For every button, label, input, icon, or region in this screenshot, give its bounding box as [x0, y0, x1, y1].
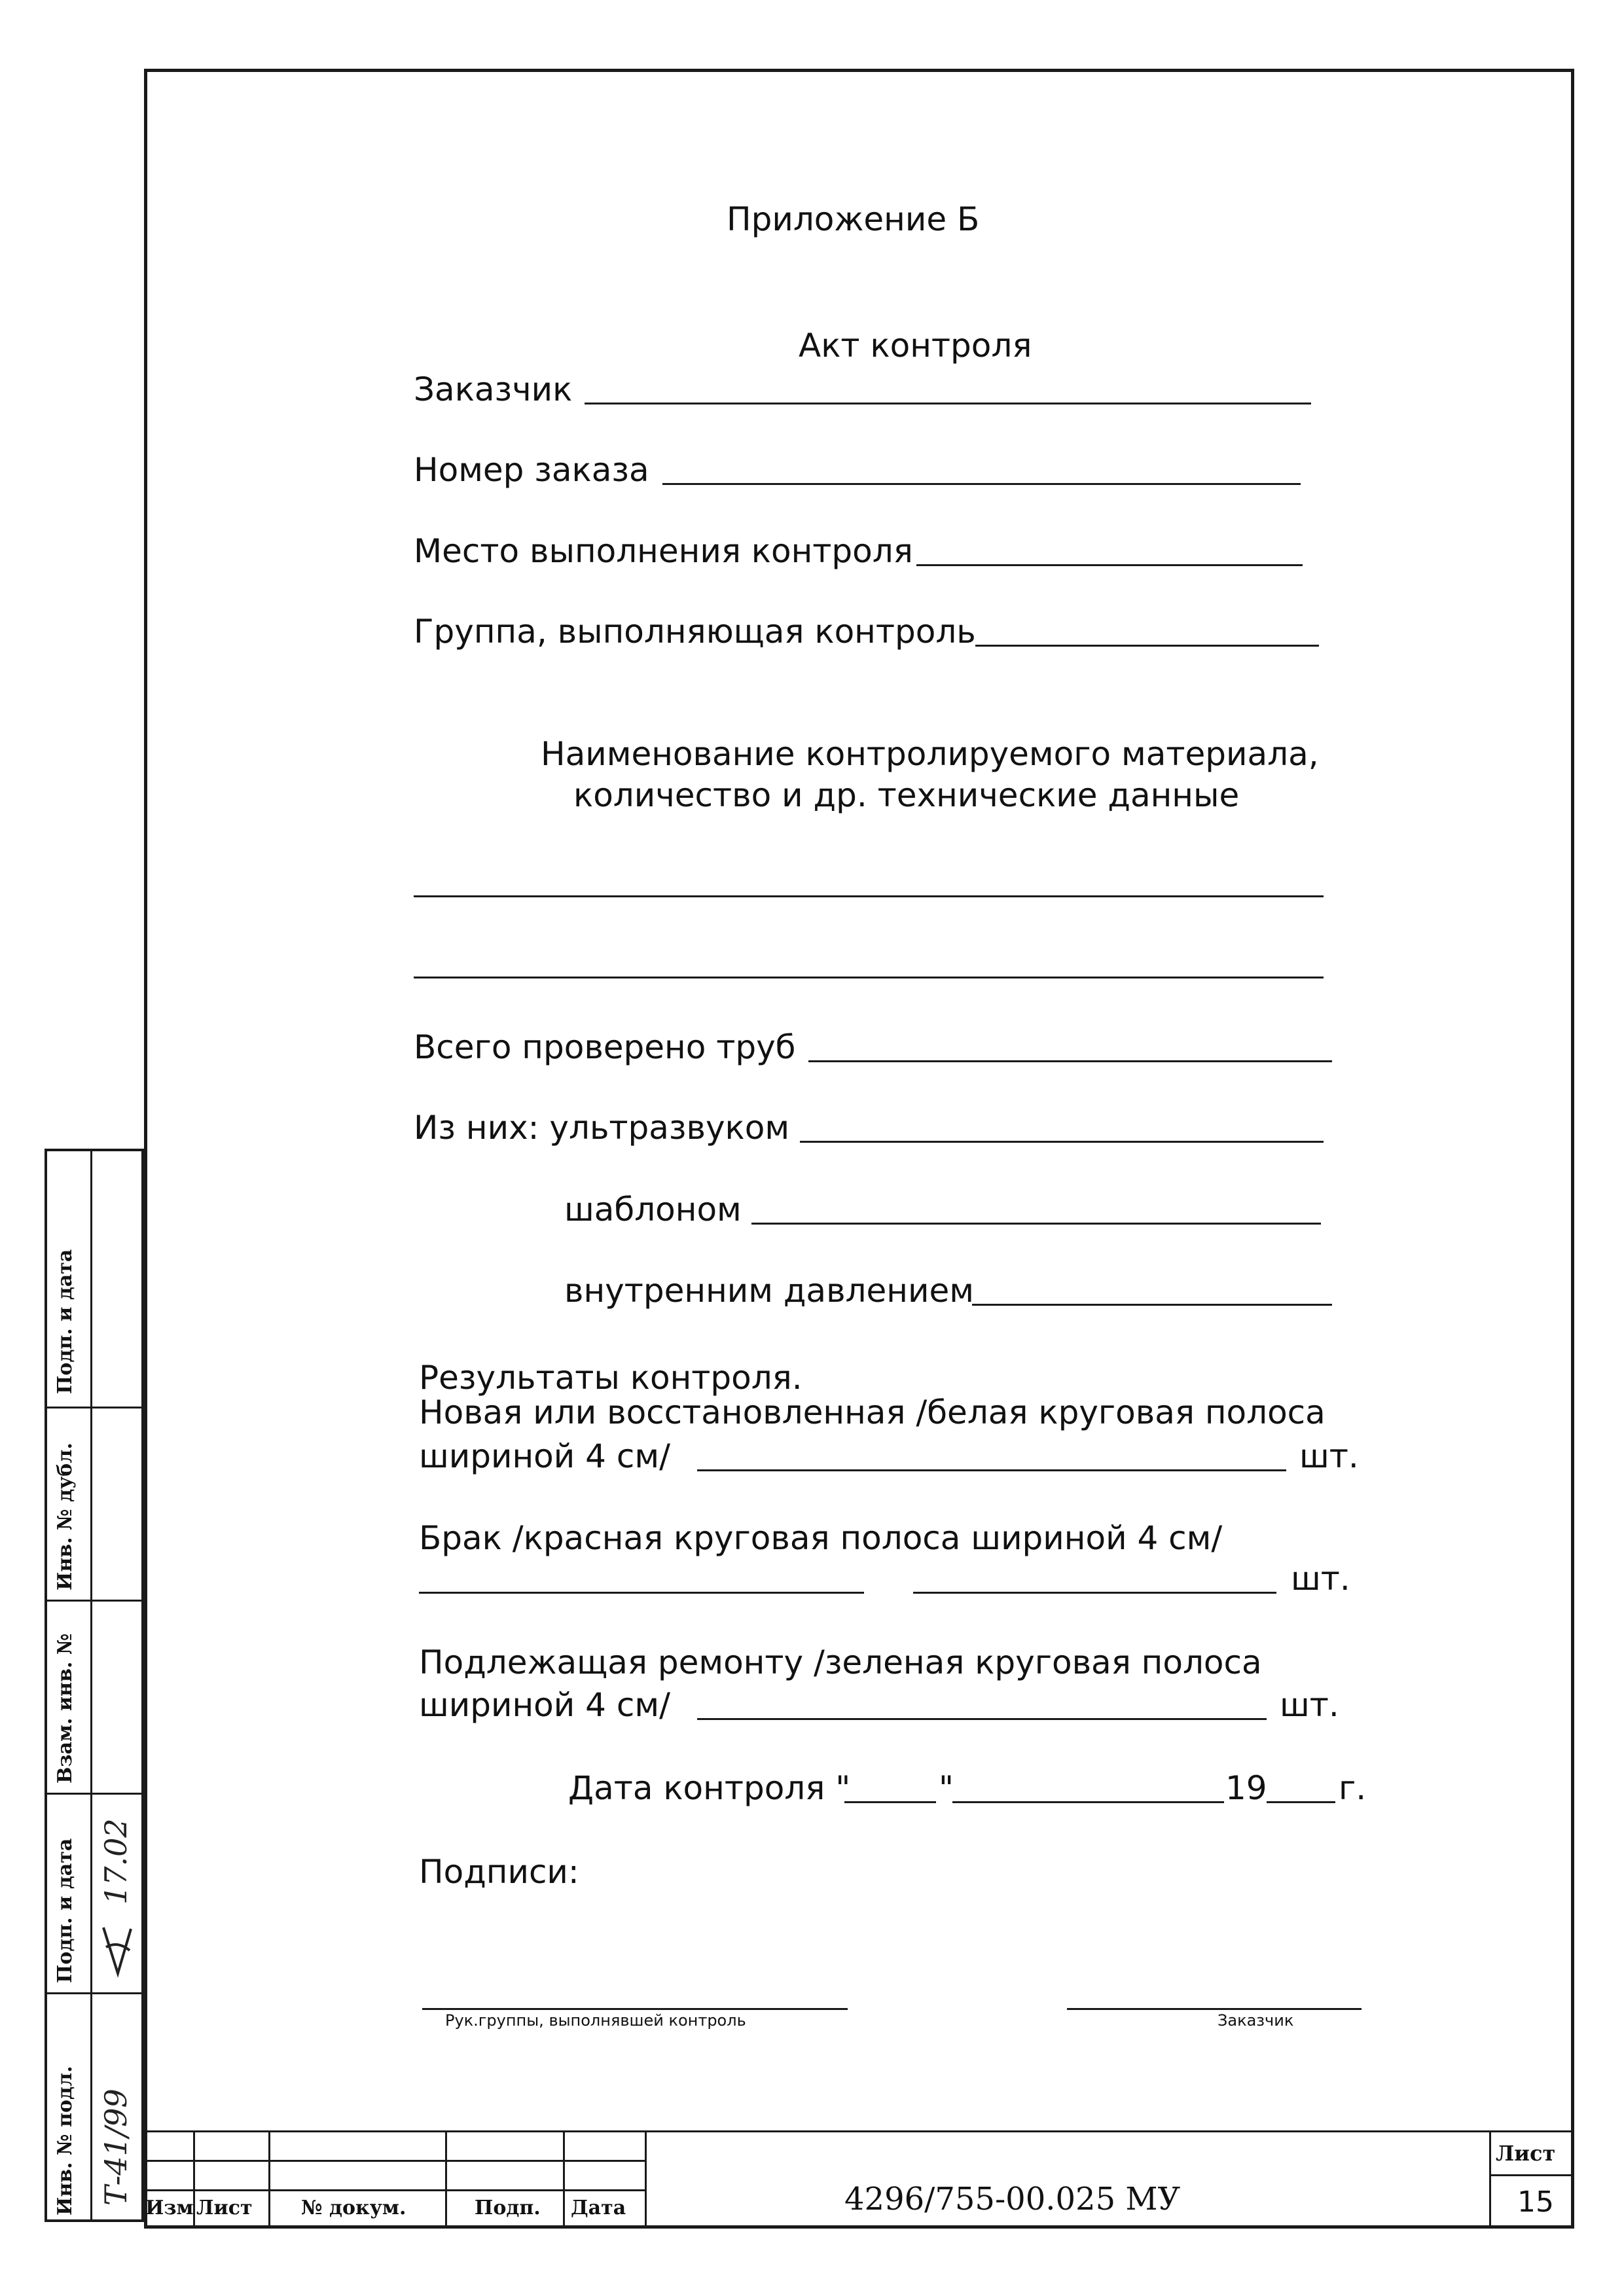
repair-unit: шт.	[1280, 1686, 1339, 1724]
side-stamp-row-3	[47, 1793, 141, 1795]
reject-unit: шт.	[1291, 1560, 1350, 1598]
title-block-col-3	[445, 2130, 447, 2229]
material-input-line-2[interactable]	[414, 977, 1324, 978]
side-label-sign-date-2: Подп. и дата	[54, 1249, 77, 1394]
new-pipe-input-line[interactable]	[697, 1469, 1286, 1471]
signature-right-caption: Заказчик	[1218, 2011, 1294, 2030]
material-heading-line1: Наименование контролируемого материала,	[541, 735, 1319, 773]
side-label-dup-inv: Инв. № дубл.	[54, 1443, 77, 1590]
material-input-line-1[interactable]	[414, 895, 1324, 897]
signatures-title: Подписи:	[419, 1853, 579, 1891]
signature-right-line[interactable]	[1067, 2008, 1362, 2010]
signature-left-caption: Рук.группы, выполнявшей контроль	[445, 2011, 746, 2030]
side-stamp-row-4	[47, 1992, 141, 1994]
col-signature: Подп.	[475, 2197, 541, 2219]
reject-input-line-b[interactable]	[913, 1592, 1276, 1594]
sheet-number: 15	[1517, 2185, 1554, 2219]
new-pipe-line1: Новая или восстановленная /белая круговая полоса	[419, 1393, 1326, 1431]
ultrasound-label: Из них: ультразвуком	[414, 1109, 790, 1147]
appendix-title: Приложение Б	[727, 200, 980, 238]
year-prefix: 19	[1225, 1769, 1267, 1807]
title-block-col-2	[268, 2130, 270, 2229]
repair-line1: Подлежащая ремонту /зеленая круговая полоса	[419, 1643, 1262, 1681]
control-place-label: Место выполнения контроля	[414, 532, 913, 570]
title-block-col-sheet	[1489, 2130, 1491, 2229]
total-checked-input-line[interactable]	[808, 1060, 1332, 1062]
side-label-replace-inv: Взам. инв. №	[54, 1633, 77, 1784]
page-frame	[144, 69, 1574, 2229]
date-day-input-line[interactable]	[844, 1801, 936, 1803]
col-date: Дата	[571, 2197, 626, 2219]
sheet-label: Лист	[1496, 2141, 1556, 2166]
control-group-input-line[interactable]	[975, 645, 1319, 647]
repair-input-line[interactable]	[697, 1718, 1267, 1720]
results-title: Результаты контроля.	[419, 1359, 803, 1397]
handwritten-inventory-number: Т-41/99	[98, 2089, 134, 2206]
handwritten-date: 17.02	[98, 1818, 134, 1905]
date-month-input-line[interactable]	[952, 1801, 1224, 1803]
template-label: шаблоном	[564, 1191, 742, 1229]
pressure-label: внутренним давлением	[564, 1272, 974, 1310]
signature-left-line[interactable]	[422, 2008, 848, 2010]
date-label: Дата контроля "	[568, 1769, 851, 1807]
new-pipe-unit: шт.	[1299, 1437, 1359, 1475]
document-code: 4296/755-00.025 МУ	[844, 2181, 1181, 2217]
act-title: Акт контроля	[799, 327, 1032, 365]
side-stamp-row-2	[47, 1600, 141, 1602]
title-block-col-5	[645, 2130, 647, 2229]
control-group-label: Группа, выполняющая контроль	[414, 613, 976, 651]
title-block-row-2	[144, 2189, 645, 2191]
title-block-col-4	[563, 2130, 565, 2229]
handwritten-signature	[98, 1921, 137, 1980]
pressure-input-line[interactable]	[972, 1304, 1332, 1306]
col-izm: Изм	[145, 2197, 194, 2219]
order-number-input-line[interactable]	[662, 483, 1301, 485]
reject-line1: Брак /красная круговая полоса шириной 4 см/	[419, 1519, 1223, 1557]
date-closing-quote: "	[939, 1769, 954, 1807]
col-list: Лист	[196, 2197, 253, 2219]
title-block-row-1	[144, 2160, 645, 2162]
control-place-input-line[interactable]	[916, 564, 1303, 566]
template-input-line[interactable]	[751, 1223, 1321, 1225]
order-number-label: Номер заказа	[414, 451, 649, 489]
repair-line2: шириной 4 см/	[419, 1686, 670, 1724]
ultrasound-input-line[interactable]	[800, 1141, 1324, 1143]
side-label-sign-date-1: Подп. и дата	[54, 1838, 77, 1983]
title-block-sheet-divider	[1489, 2174, 1574, 2176]
col-doc-number: № докум.	[301, 2197, 406, 2219]
reject-input-line-a[interactable]	[419, 1592, 864, 1594]
side-stamp-divider	[90, 1151, 92, 2219]
total-checked-label: Всего проверено труб	[414, 1028, 796, 1066]
date-year-input-line[interactable]	[1267, 1801, 1335, 1803]
side-stamp-row-1	[47, 1407, 141, 1408]
customer-input-line[interactable]	[585, 403, 1311, 404]
year-suffix: г.	[1339, 1769, 1367, 1807]
customer-label: Заказчик	[414, 370, 573, 408]
new-pipe-line2: шириной 4 см/	[419, 1437, 670, 1475]
side-label-inventory: Инв. № подл.	[54, 2066, 77, 2215]
material-heading-line2: количество и др. технические данные	[573, 776, 1240, 814]
